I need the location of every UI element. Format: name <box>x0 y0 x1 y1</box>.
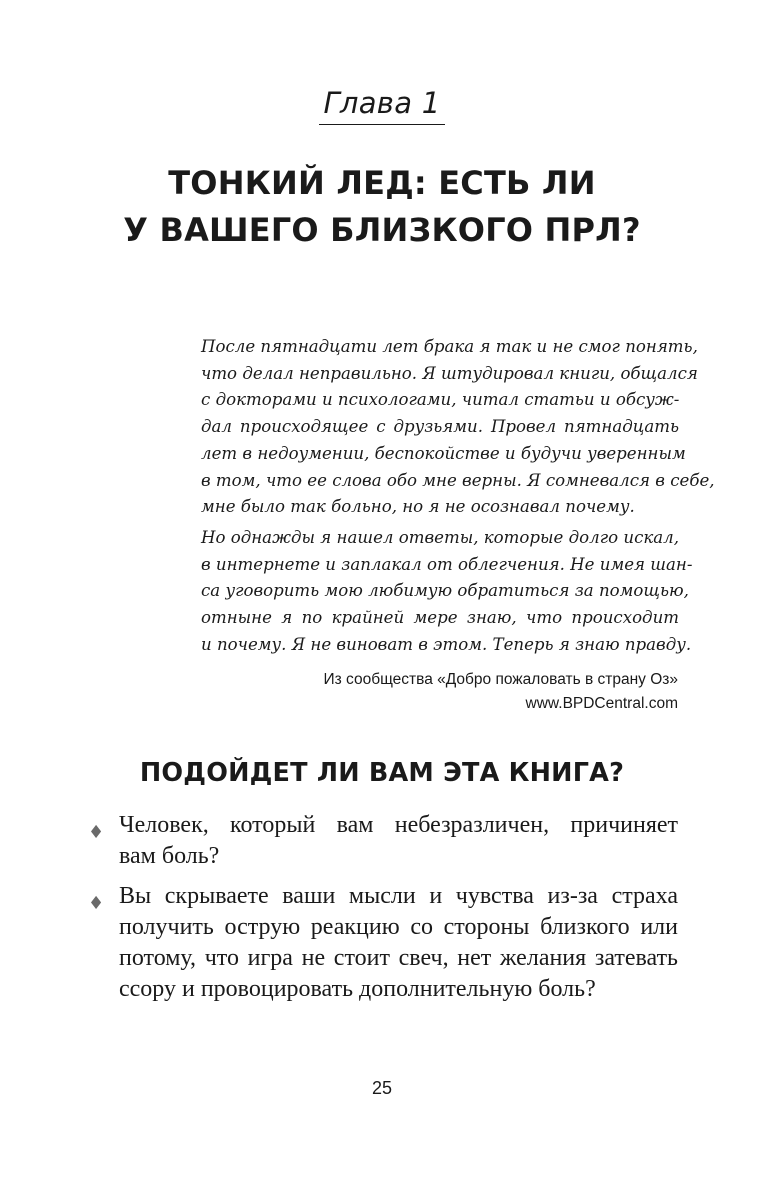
epigraph-paragraph <box>201 334 715 521</box>
epigraph-line: в том, что ее слова обо мне верны. Я сомневался в себе, <box>201 470 715 490</box>
bullet-line: вам боль? <box>119 843 220 869</box>
bullet-item <box>86 810 678 872</box>
bullet-line: получить острую реакцию со стороны близкого или <box>119 914 678 940</box>
bullet-line: ссору и провоцировать дополнительную боль? <box>119 976 596 1002</box>
epigraph-line: дал происходящее с друзьями. Провел пятнадцать <box>201 417 679 437</box>
diamond-bullet-icon: ♦ <box>88 822 105 843</box>
epigraph-line: Но однажды я нашел ответы, которые долго искал, <box>201 527 679 547</box>
bullet-list <box>86 810 678 1014</box>
epigraph-line: После пятнадцати лет брака я так и не смог понять, <box>201 337 698 356</box>
chapter-title <box>60 160 704 254</box>
diamond-bullet-icon: ♦ <box>88 893 105 914</box>
chapter-title-line: ТОНКИЙ ЛЕД: ЕСТЬ ЛИ <box>168 164 596 202</box>
epigraph-line: и почему. Я не виноват в этом. Теперь я знаю правду. <box>201 634 692 654</box>
epigraph-line: с докторами и психологами, читал статьи и обсуж- <box>201 390 680 410</box>
epigraph-paragraph <box>201 525 693 659</box>
bullet-line: Человек, который вам небезразличен, причиняет <box>119 812 678 838</box>
chapter-title-line: У ВАШЕГО БЛИЗКОГО ПРЛ? <box>123 211 641 249</box>
epigraph-line: мне было так больно, но я не осознавал почему. <box>201 497 635 517</box>
page-number: 25 <box>371 1078 393 1098</box>
epigraph <box>201 334 715 662</box>
bullet-item <box>86 881 678 1005</box>
chapter-label <box>0 84 764 125</box>
epigraph-line: в интернете и заплакал от облегчения. Не имея шан- <box>201 554 693 574</box>
epigraph-line: что делал неправильно. Я штудировал книги, общался <box>201 363 698 383</box>
bullet-line: потому, что игра не стоит свеч, нет желания затевать <box>119 945 678 971</box>
epigraph-line: лет в недоумении, беспокойстве и будучи уверенным <box>201 443 686 463</box>
epigraph-attribution <box>324 668 679 716</box>
section-title: ПОДОЙДЕТ ЛИ ВАМ ЭТА КНИГА? <box>139 758 625 788</box>
epigraph-line: отныне я по крайней мере знаю, что происходит <box>201 608 679 628</box>
bullet-line: Вы скрываете ваши мысли и чувства из-за страха <box>119 883 678 909</box>
epigraph-source: Из сообщества «Добро пожаловать в страну Оз» <box>323 671 678 688</box>
epigraph-website: www.BPDCentral.com <box>525 695 678 712</box>
epigraph-line: са уговорить мою любимую обратиться за помощью, <box>201 581 689 601</box>
chapter-label-text: Глава 1 <box>319 84 444 125</box>
